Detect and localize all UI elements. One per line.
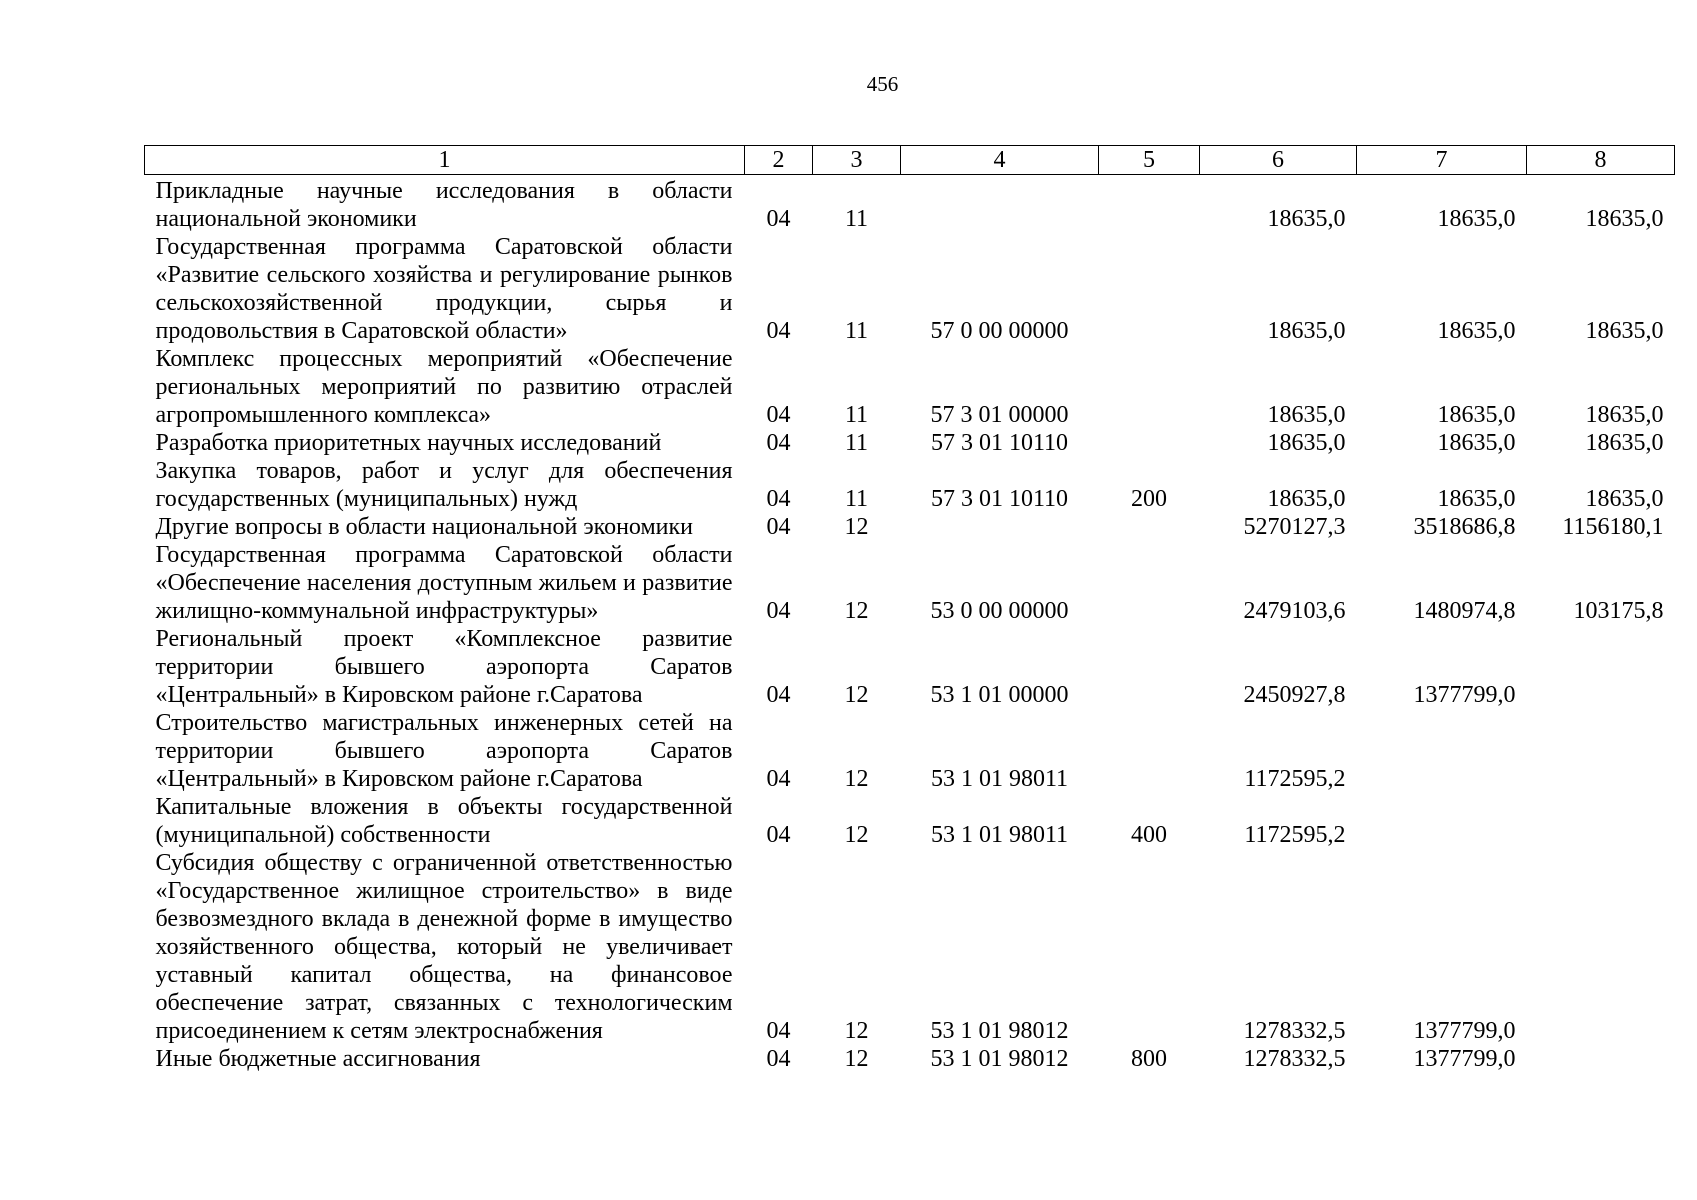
table-row: [145, 457, 1675, 513]
row-value-6: 18635,0: [1267, 486, 1346, 512]
table-header: [145, 146, 1675, 175]
header-col-1: 1: [145, 146, 745, 175]
row-value-8: 18635,0: [1585, 318, 1664, 344]
row-name: Государственная программа Саратовской области «Развитие сельского хозяйства и регулирование рынков сельскохозяйственной продукции, сырья и продовольствия в Саратовской области»: [155, 234, 733, 344]
row-name: Иные бюджетные ассигнования: [155, 1046, 481, 1072]
table-row: [145, 709, 1675, 793]
row-name: Субсидия обществу с ограниченной ответственностью «Государственное жилищное строительство» в виде безвозмездного вклада в денежной форме в имущество хозяйственного общества, который не увеличивает уставный капитал общества, на финансовое обеспечение затрат, связанных с технологическим присоединением к сетям электроснабжения: [155, 850, 733, 1044]
row-value-6: 18635,0: [1267, 430, 1346, 456]
row-target-code: 53 0 00 00000: [930, 598, 1069, 624]
row-value-7: 18635,0: [1437, 206, 1516, 232]
row-target-code: 57 0 00 00000: [930, 318, 1069, 344]
row-section: 04: [766, 766, 791, 792]
row-subsection: 11: [844, 206, 869, 232]
header-col-8: 8: [1527, 146, 1675, 175]
row-value-6: 1278332,5: [1243, 1046, 1346, 1072]
row-value-7: 1377799,0: [1413, 682, 1516, 708]
row-target-code: 53 1 01 98012: [930, 1018, 1069, 1044]
row-value-7: [1357, 709, 1527, 793]
table-body: [145, 175, 1675, 1074]
row-subsection: 12: [844, 514, 869, 540]
row-name: Разработка приоритетных научных исследований: [155, 430, 662, 456]
row-expense-kind: [1099, 849, 1200, 1045]
header-col-3: 3: [813, 146, 901, 175]
row-target-code: 57 3 01 10110: [930, 486, 1069, 512]
row-target-code: 53 1 01 98011: [930, 822, 1069, 848]
row-value-6: 1278332,5: [1243, 1018, 1346, 1044]
row-subsection: 11: [844, 430, 869, 456]
row-expense-kind: [1099, 541, 1200, 625]
row-value-7: 1377799,0: [1413, 1018, 1516, 1044]
budget-table: [144, 145, 1675, 1073]
row-target-code: [901, 513, 1099, 541]
table-row: [145, 625, 1675, 709]
row-section: 04: [766, 598, 791, 624]
row-value-7: 1377799,0: [1413, 1046, 1516, 1072]
row-section: 04: [766, 822, 791, 848]
row-value-8: 18635,0: [1585, 206, 1664, 232]
row-section: 04: [766, 1018, 791, 1044]
row-name: Комплекс процессных мероприятий «Обеспечение региональных мероприятий по развитию отраслей агропромышленного комплекса»: [155, 346, 733, 428]
row-target-code: 57 3 01 10110: [930, 430, 1069, 456]
row-value-6: 1172595,2: [1244, 766, 1346, 792]
row-name: Капитальные вложения в объекты государственной (муниципальной) собственности: [155, 794, 733, 848]
row-value-7: [1357, 793, 1527, 849]
row-name: Строительство магистральных инженерных сетей на территории бывшего аэропорта Саратов «Центральный» в Кировском районе г.Саратова: [155, 710, 733, 792]
row-section: 04: [766, 430, 791, 456]
row-name: Закупка товаров, работ и услуг для обеспечения государственных (муниципальных) нужд: [155, 458, 733, 512]
table-row: [145, 793, 1675, 849]
header-col-6: 6: [1200, 146, 1357, 175]
row-value-6: 1172595,2: [1244, 822, 1346, 848]
row-value-7: 18635,0: [1437, 486, 1516, 512]
row-expense-kind: [1099, 625, 1200, 709]
table-row: [145, 1045, 1675, 1073]
row-value-7: 1480974,8: [1413, 598, 1516, 624]
row-name: Другие вопросы в области национальной экономики: [155, 514, 694, 540]
row-subsection: 12: [844, 598, 869, 624]
table-row: [145, 233, 1675, 345]
row-section: 04: [766, 682, 791, 708]
table-row: [145, 175, 1675, 234]
table-row: [145, 345, 1675, 429]
row-subsection: 11: [844, 318, 869, 344]
row-value-6: 18635,0: [1267, 206, 1346, 232]
row-name: Государственная программа Саратовской области «Обеспечение населения доступным жильем и развитие жилищно-коммунальной инфраструктуры»: [155, 542, 733, 624]
row-value-7: 18635,0: [1437, 402, 1516, 428]
row-subsection: 12: [844, 822, 869, 848]
table-row: [145, 849, 1675, 1045]
row-value-6: 5270127,3: [1243, 514, 1346, 540]
row-expense-kind: [1099, 233, 1200, 345]
header-col-2: 2: [745, 146, 813, 175]
row-subsection: 12: [844, 1018, 869, 1044]
row-section: 04: [766, 514, 791, 540]
row-name: Прикладные научные исследования в области национальной экономики: [155, 178, 733, 232]
row-value-7: 18635,0: [1437, 318, 1516, 344]
row-value-8: 18635,0: [1585, 486, 1664, 512]
row-subsection: 12: [844, 1046, 869, 1072]
row-value-8: [1527, 849, 1675, 1045]
header-col-5: 5: [1099, 146, 1200, 175]
row-value-8: [1527, 793, 1675, 849]
header-col-7: 7: [1357, 146, 1527, 175]
row-target-code: 53 1 01 98012: [930, 1046, 1069, 1072]
row-section: 04: [766, 402, 791, 428]
row-expense-kind: [1099, 345, 1200, 429]
table-row: [145, 429, 1675, 457]
row-target-code: 53 1 01 98011: [930, 766, 1069, 792]
row-expense-kind: [1099, 513, 1200, 541]
row-value-8: 103175,8: [1573, 598, 1664, 624]
table-row: [145, 513, 1675, 541]
row-value-8: [1527, 1045, 1675, 1073]
row-value-6: 2450927,8: [1243, 682, 1346, 708]
row-expense-kind: [1099, 175, 1200, 234]
row-section: 04: [766, 486, 791, 512]
header-col-4: 4: [901, 146, 1099, 175]
row-target-code: 57 3 01 00000: [930, 402, 1069, 428]
page-number: 456: [866, 72, 899, 96]
table-row: [145, 541, 1675, 625]
row-expense-kind: 800: [1131, 1046, 1167, 1072]
row-value-6: 18635,0: [1267, 318, 1346, 344]
row-expense-kind: [1099, 709, 1200, 793]
row-expense-kind: 400: [1131, 822, 1167, 848]
row-value-8: [1527, 709, 1675, 793]
row-name: Региональный проект «Комплексное развитие территории бывшего аэропорта Саратов «Центральный» в Кировском районе г.Саратова: [155, 626, 733, 708]
row-section: 04: [766, 206, 791, 232]
row-section: 04: [766, 318, 791, 344]
row-value-6: 2479103,6: [1243, 598, 1346, 624]
row-subsection: 11: [844, 486, 869, 512]
row-value-7: 3518686,8: [1413, 514, 1516, 540]
row-target-code: [901, 175, 1099, 234]
row-subsection: 12: [844, 766, 869, 792]
row-section: 04: [766, 1046, 791, 1072]
header-row: [145, 146, 1675, 175]
row-value-8: [1527, 625, 1675, 709]
row-value-8: 18635,0: [1585, 430, 1664, 456]
row-value-6: 18635,0: [1267, 402, 1346, 428]
row-expense-kind: 200: [1131, 486, 1167, 512]
row-target-code: 53 1 01 00000: [930, 682, 1069, 708]
row-expense-kind: [1099, 429, 1200, 457]
row-subsection: 12: [844, 682, 869, 708]
row-subsection: 11: [844, 402, 869, 428]
row-value-8: 18635,0: [1585, 402, 1664, 428]
row-value-8: 1156180,1: [1562, 514, 1664, 540]
row-value-7: 18635,0: [1437, 430, 1516, 456]
